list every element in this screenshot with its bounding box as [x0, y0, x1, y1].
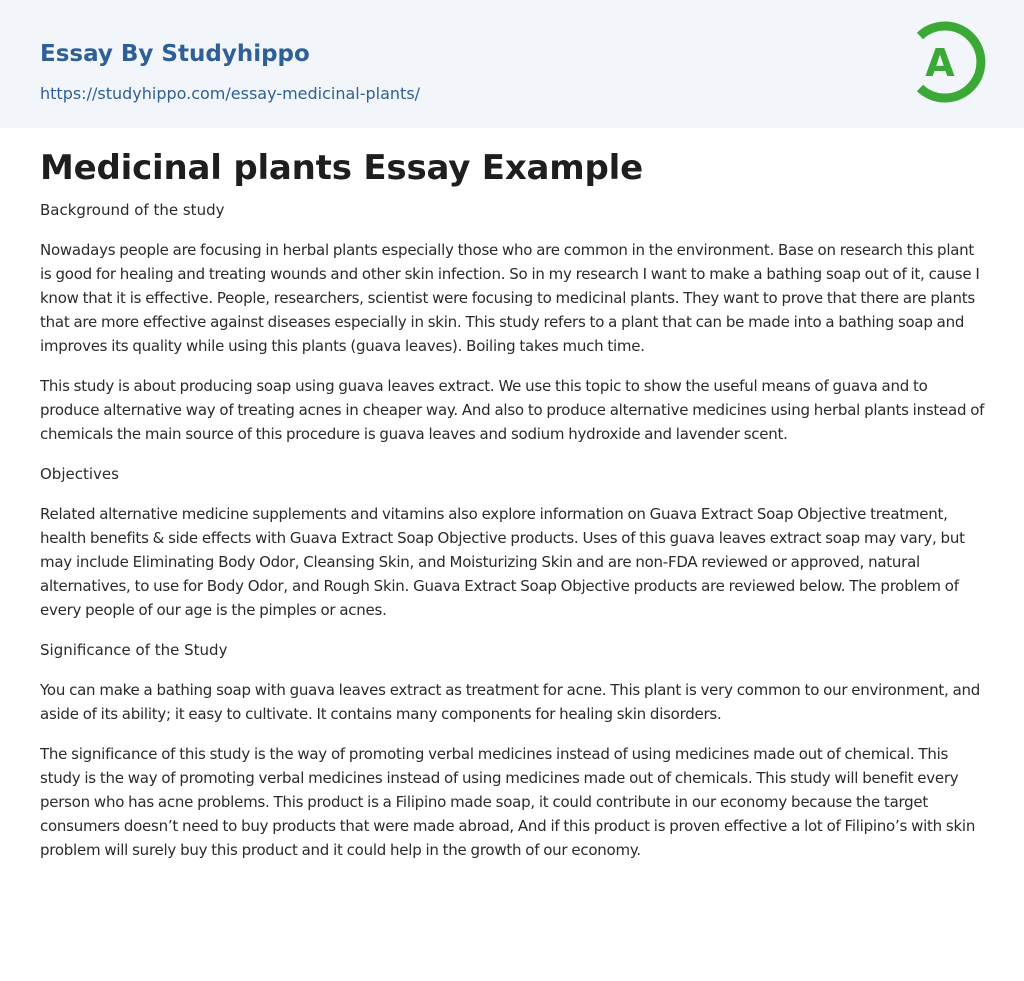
source-url-link[interactable]: https://studyhippo.com/essay-medicinal-plants/	[40, 84, 421, 103]
brand-title[interactable]: Essay By Studyhippo	[40, 41, 310, 67]
section-heading-objectives: Objectives	[40, 465, 119, 483]
paragraph: Related alternative medicine supplements and vitamins also explore information on Guava Extract Soap Objective treatment, health benefits & side effects with Guava Extract Soap Objective products. Uses of this guava leaves extract soap may vary, but may include Eliminating Body Odor, Cleansing Skin, and Moisturizing Skin and are non-FDA reviewed or approved, natural alternatives, to use for Body Odor, and Rough Skin. Guava Extract Soap Objective products are reviewed below. The problem of every people of our age is the pimples or acnes.	[40, 505, 965, 619]
paragraph: The significance of this study is the way of promoting verbal medicines instead of using medicines made out of chemical. This study is the way of promoting verbal medicines instead of using medicines made out of chemicals. This study will benefit every person who has acne problems. This product is a Filipino made soap, it could contribute in our economy because the target consumers doesn’t need to buy products that were made abroad, And if this product is proven effective a lot of Filipino’s with skin problem will surely buy this product and it could help in the growth of our economy.	[40, 745, 976, 859]
paragraph: Nowadays people are focusing in herbal plants especially those who are common in the environment. Base on research this plant is good for healing and treating wounds and other skin infection. So in my research I want to make a bathing soap out of it, cause I know that it is effective. People, researchers, scientist were focusing to medicinal plants. They want to prove that there are plants that are more effective against diseases especially in skin. This study refers to a plant that can be made into a bathing soap and improves its quality while using this plants (guava leaves). Boiling takes much time.	[40, 241, 980, 355]
page-title: Medicinal plants Essay Example	[40, 148, 643, 188]
logo-letter: A	[925, 41, 955, 85]
essay-content	[40, 198, 988, 878]
paragraph: You can make a bathing soap with guava leaves extract as treatment for acne. This plant is very common to our environment, and aside of its ability; it easy to cultivate. It contains many components for healing skin disorders.	[40, 681, 981, 723]
paragraph: This study is about producing soap using guava leaves extract. We use this topic to show the useful means of guava and to produce alternative way of treating acnes in cheaper way. And also to produce alternative medicines using herbal plants instead of chemicals the main source of this procedure is guava leaves and sodium hydroxide and lavender scent.	[40, 377, 985, 443]
section-heading-background: Background of the study	[40, 201, 225, 219]
section-heading-significance: Significance of the Study	[40, 641, 228, 659]
studyhippo-logo-icon[interactable]	[908, 16, 988, 108]
